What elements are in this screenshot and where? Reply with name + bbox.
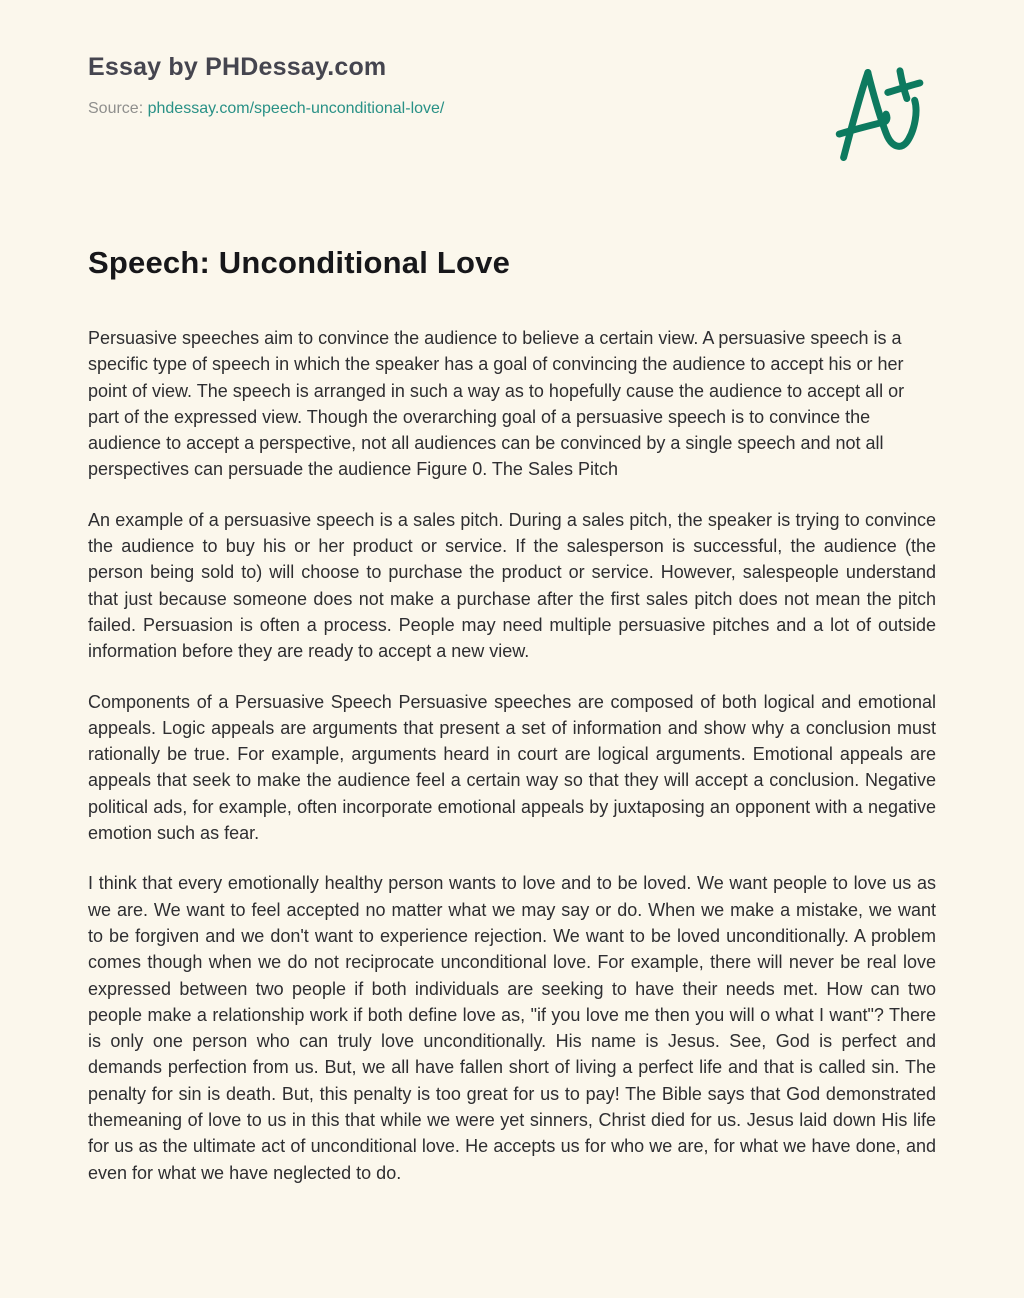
essay-paragraph-3: Components of a Persuasive Speech Persuasive speeches are composed of both logical and emotional appeals. Logic appeals are arguments that present a set of information and show why a conclusion must rationally be true. For example, arguments heard in court are logical arguments. Emotional appeals are appeals that seek to make the audience feel a certain way so that they will accept a conclusion. Negative political ads, for example, often incorporate emotional appeals by juxtaposing an opponent with a negative emotion such as fear. [88,691,936,844]
source-label: Source: [88,100,144,117]
source-link[interactable]: phdessay.com/speech-unconditional-love/ [147,100,445,117]
page-header [88,53,936,175]
header-text-block [88,53,444,118]
essay-title: Speech: Unconditional Love [88,245,511,280]
essay-paragraph-2: An example of a persuasive speech is a sales pitch. During a sales pitch, the speaker is trying to convince the audience to buy his or her product or service. If the salesperson is successful, the audience (the person being sold to) will choose to purchase the product or service. However, salespeople understand that just because someone does not make a purchase after the first sales pitch does not mean the pitch failed. Persuasion is often a process. People may need multiple persuasive pitches and a lot of outside information before they are ready to accept a new view. [88,509,936,662]
document-title: Essay by PHDessay.com [88,53,387,81]
essay-paragraph-1: Persuasive speeches aim to convince the audience to believe a certain view. A persuasive speech is a specific type of speech in which the speaker has a goal of convincing the audience to accept his or her point of view. The speech is arranged in such a way as to hopefully cause the audience to accept all or part of the expressed view. Though the overarching goal of a persuasive speech is to convince the audience to accept a perspective, not all audiences can be convinced by a single speech and not all perspectives can persuade the audience Figure 0. The Sales Pitch [88,328,905,480]
aplus-logo-icon [828,55,932,175]
essay-paragraph-4: I think that every emotionally healthy person wants to love and to be loved. We want people to love us as we are. We want to feel accepted no matter what we may say or do. When we make a mistake, we want to be forgiven and we don't want to experience rejection. We want to be loved unconditionally. A problem comes though when we do not reciprocate unconditional love. For example, there will never be real love expressed between two people if both individuals are seeking to have their needs met. How can two people make a relationship work if both define love as, "if you love me then you will o what I want"? There is only one person who can truly love unconditionally. His name is Jesus. See, God is perfect and demands perfection from us. But, we all have fallen short of living a perfect life and that is called sin. The penalty for sin is death. But, this penalty is too great for us to pay! The Bible says that God demonstrated themeaning of love to us in this that while we were yet sinners, Christ died for us. Jesus laid down His life for us as the ultimate act of unconditional love. He accepts us for who we are, for what we have done, and even for what we have neglected to do. [88,873,936,1183]
source-line [88,100,444,118]
